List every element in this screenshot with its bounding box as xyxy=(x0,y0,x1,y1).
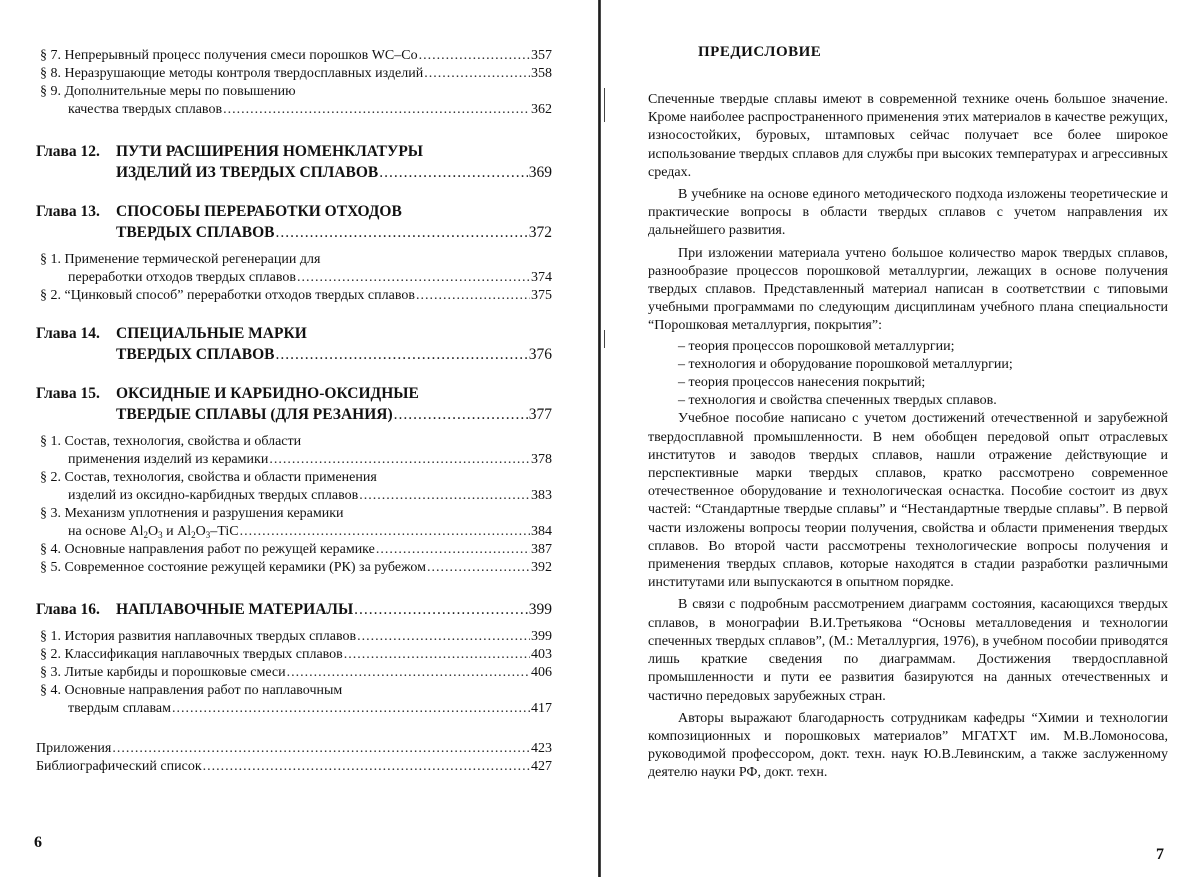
toc-entry: § 5. Современное состояние режущей керамики (РК) за рубежом ..... 392 xyxy=(36,559,552,577)
toc-entry: § 4. Основные направления работ по режущей керамике ..... 387 xyxy=(36,541,552,559)
toc-entry: § 3. Механизм уплотнения и разрушения керамики на основе $Al_2O_3$ и $Al_2O_3$–TiC ..... 384 xyxy=(36,505,552,541)
table-of-contents xyxy=(36,47,552,776)
toc-page-number: 362 xyxy=(531,102,552,117)
discipline-list xyxy=(648,338,1168,411)
toc-entry: § 1. Состав, технология, свойства и области применения изделий из керамики ..... 378 xyxy=(36,433,552,469)
toc-entry: § 8. Неразрушающие методы контроля твердосплавных изделий ..... 358 xyxy=(36,65,552,83)
toc-entry: § 7. Непрерывный процесс получения смеси порошков WC–Co ..... 357 xyxy=(36,47,552,65)
toc-entry: § 2. Классификация наплавочных твердых сплавов ..... 403 xyxy=(36,646,552,664)
page-number: 6 xyxy=(34,834,42,851)
paragraph: Учебное пособие написано с учетом достижений отечественной и зарубежной твердосплавной промышленности. В нем обобщен передовой опыт отраслевых институтов и заводов твердых сплавов, нашли отражение действующие и перспективные марки твердых сплавов, кратко рассмотрено современное отечественное оборудование и технологическая оснастка. Пособие состоит из двух частей: “Стандартные твердые сплавы” и “Нестандартные твердые сплавы”. В первой части изложены вопросы теории получения, свойства и области применения твердых сплавов. Во второй части рассмотрены технологические вопросы получения и применения твердых сплавов, которые находятся в стадии разработки различными институтами или выпускаются в опытном порядке. xyxy=(648,411,1168,591)
list-item: – технология и свойства спеченных твердых сплавов. xyxy=(678,393,997,409)
list-item: – технология и оборудование порошковой металлургии; xyxy=(678,356,1013,372)
paragraph: Авторы выражают благодарность сотрудникам кафедры “Химии и технологии композиционных и порошковых материалов” МГАТХТ им. М.В.Ломоносова, руководимой профессором, докт. техн. наук Ю.В.Левинским, а также заслуженному деятелю науки РФ, докт. техн. xyxy=(648,710,1168,781)
toc-entry: § 4. Основные направления работ по наплавочным твердым сплавам ..... 417 xyxy=(36,682,552,718)
toc-chapter-16: Глава 16. НАПЛАВОЧНЫЕ МАТЕРИАЛЫ ..... 399 xyxy=(36,599,552,620)
left-page xyxy=(0,0,598,877)
list-item: – теория процессов нанесения покрытий; xyxy=(678,375,926,391)
toc-chapter-12: Глава 12. ПУТИ РАСШИРЕНИЯ НОМЕНКЛАТУРЫ ИЗДЕЛИЙ ИЗ ТВЕРДЫХ СПЛАВОВ ..... 369 xyxy=(36,141,552,183)
preface-title: ПРЕДИСЛОВИЕ xyxy=(698,44,822,60)
toc-entry: § 2. “Цинковый способ” переработки отходов твердых сплавов ..... 375 xyxy=(36,287,552,305)
toc-chapter-15: Глава 15. ОКСИДНЫЕ И КАРБИДНО-ОКСИДНЫЕ ТВЕРДЫЕ СПЛАВЫ (ДЛЯ РЕЗАНИЯ) ..... 377 xyxy=(36,383,552,425)
toc-entry: § 2. Состав, технология, свойства и области применения изделий из оксидно-карбидных твердых сплавов ..... 383 xyxy=(36,469,552,505)
paragraph: При изложении материала учтено большое количество марок твердых сплавов, разнообразие процессов порошковой металлургии, лежащих в основе получения твердых сплавов. Представленный материал написан в соответствии с типовыми учебными программами по следующим дисциплинам учебного плана специальности “Порошковая металлургия, покрытия”: xyxy=(648,245,1168,334)
list-item: – теория процессов порошковой металлургии; xyxy=(678,338,955,354)
toc-page-number: 358 xyxy=(531,66,552,81)
paragraph: Спеченные твердые сплавы имеют в современной технике очень большое значение. Кроме наиболее распространенного применения этих материалов в качестве режущих, износостойких, буровых, штамповых сейчас получает все более широкое использование твердых сплавов для службы при высоких температурах и агрессивных средах. xyxy=(648,92,1168,180)
toc-back-matter: Приложения ..... 423 Библиографический список ..... 427 xyxy=(36,740,552,776)
paragraph: В учебнике на основе единого методического подхода изложены теоретические и практические вопросы в области твердых сплавов с учетом направления их дальнейшего развития. xyxy=(648,187,1168,239)
toc-entry: § 1. История развития наплавочных твердых сплавов ..... 399 xyxy=(36,628,552,646)
right-page xyxy=(600,0,1200,877)
toc-chapter-14: Глава 14. СПЕЦИАЛЬНЫЕ МАРКИ ТВЕРДЫХ СПЛАВОВ ..... 376 xyxy=(36,323,552,365)
page-number: 7 xyxy=(1156,846,1164,863)
paragraph: В связи с подробным рассмотрением диаграмм состояния, касающихся твердых сплавов, в монографии В.И.Третьякова “Основы металловедения и технологии спеченных твердых сплавов”, (М.: Металлургия, 1976), в учебном пособии приводятся лишь краткие сведения по диаграммам. Достижения твердосплавной промышленности и пути ее развития базируются на данных отечественных и частично передовых зарубежных стран. xyxy=(648,597,1168,704)
toc-page-number: 357 xyxy=(531,48,552,63)
toc-entry: § 3. Литые карбиды и порошковые смеси ..... 406 xyxy=(36,664,552,682)
toc-entry: § 1. Применение термической регенерации для переработки отходов твердых сплавов ..... 374 xyxy=(36,251,552,287)
toc-entry: § 9. Дополнительные меры по повышению качества твердых сплавов ..... 362 xyxy=(36,83,552,119)
toc-chapter-13: Глава 13. СПОСОБЫ ПЕРЕРАБОТКИ ОТХОДОВ ТВЕРДЫХ СПЛАВОВ ..... 372 xyxy=(36,201,552,243)
preface xyxy=(648,44,1168,787)
